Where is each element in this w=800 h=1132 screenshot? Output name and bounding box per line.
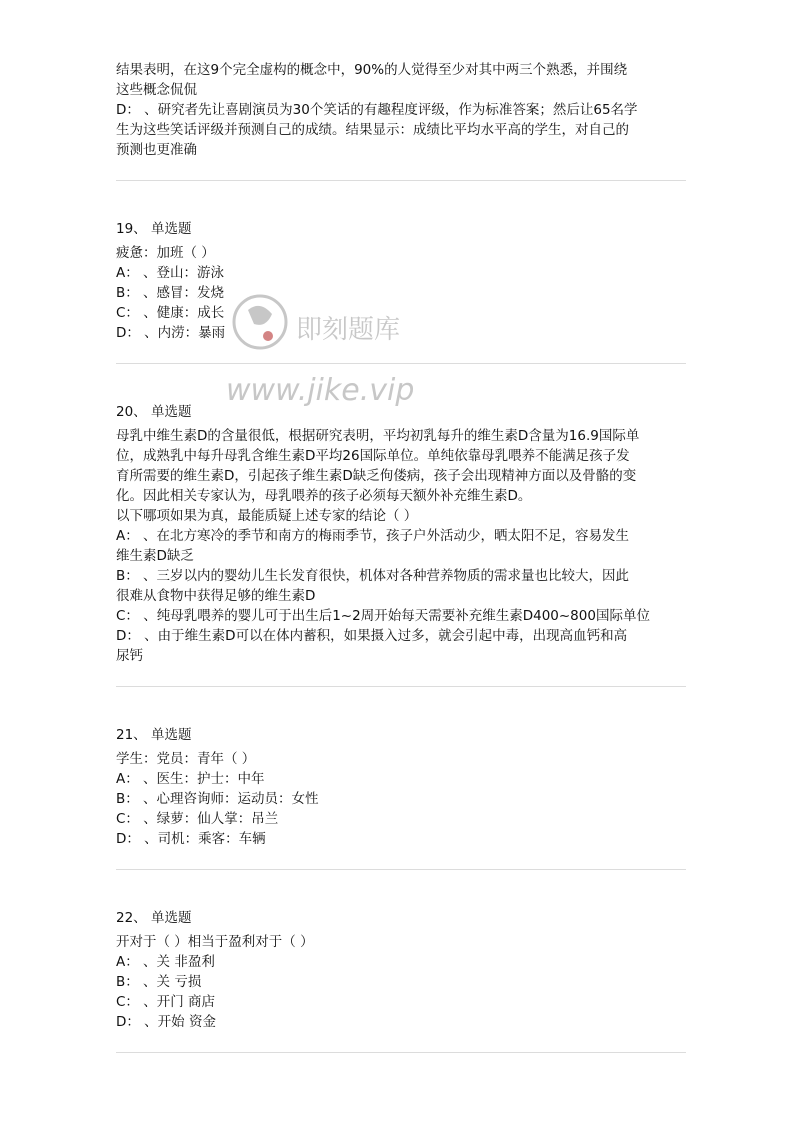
question-stem-line: 位，成熟乳中每升母乳含维生素D平均26国际单位。单纯依靠母乳喂养不能满足孩子发 <box>116 448 630 464</box>
answer-option[interactable] <box>116 626 686 666</box>
question-header: 20、 单选题 <box>116 404 192 420</box>
answer-option-text: B： 、心理咨询师：运动员：女性 <box>116 791 319 807</box>
question-block <box>116 687 686 870</box>
answer-option-text: C： 、绿萝：仙人掌：吊兰 <box>116 811 279 827</box>
question-stem-line: 母乳中维生素D的含量很低，根据研究表明，平均初乳每升的维生素D含量为16.9国际单 <box>116 428 640 444</box>
answer-option[interactable] <box>116 566 686 606</box>
answer-option[interactable] <box>116 972 686 992</box>
intro-text-line: 生为这些笑话评级并预测自己的成绩。结果显示：成绩比平均水平高的学生，对自己的 <box>116 122 629 138</box>
question-header: 21、 单选题 <box>116 727 192 743</box>
answer-option-text: B： 、关 亏损 <box>116 974 202 990</box>
question-stem-line: 疲惫：加班（ ） <box>116 245 215 261</box>
document-page <box>116 60 686 1053</box>
question-stem-line: 以下哪项如果为真，最能质疑上述专家的结论（ ） <box>116 508 418 524</box>
question-stem-line: 化。因此相关专家认为，母乳喂养的孩子必须每天额外补充维生素D。 <box>116 488 532 504</box>
question-header: 19、 单选题 <box>116 221 192 237</box>
intro-block <box>116 60 686 181</box>
answer-option[interactable] <box>116 303 686 323</box>
answer-option[interactable] <box>116 606 686 626</box>
question-stem-line: 学生：党员：青年（ ） <box>116 751 256 767</box>
answer-option-text: D： 、司机：乘客：车辆 <box>116 831 266 847</box>
intro-text-line: 预测也更准确 <box>116 142 197 158</box>
intro-text-line: 这些概念侃侃 <box>116 82 197 98</box>
intro-text-line: D： 、研究者先让喜剧演员为30个笑话的有趣程度评级，作为标准答案；然后让65名学 <box>116 102 638 118</box>
answer-option-text: A： 、关 非盈利 <box>116 954 215 970</box>
question-stem-line: 育所需要的维生素D，引起孩子维生素D缺乏佝偻病，孩子会出现精神方面以及骨骼的变 <box>116 468 637 484</box>
answer-option-text: A： 、在北方寒冷的季节和南方的梅雨季节，孩子户外活动少，晒太阳不足，容易发生 <box>116 528 630 544</box>
answer-option-text: B： 、三岁以内的婴幼儿生长发育很快，机体对各种营养物质的需求量也比较大，因此 <box>116 568 630 584</box>
answer-option[interactable] <box>116 323 686 343</box>
question-block <box>116 181 686 364</box>
answer-option[interactable] <box>116 809 686 829</box>
question-block <box>116 364 686 687</box>
answer-option[interactable] <box>116 526 686 566</box>
answer-option-text: C： 、开门 商店 <box>116 994 216 1010</box>
answer-option-text: A： 、登山：游泳 <box>116 265 225 281</box>
answer-option[interactable] <box>116 769 686 789</box>
answer-option[interactable] <box>116 992 686 1012</box>
answer-option-text: D： 、内涝：暴雨 <box>116 325 226 341</box>
answer-option[interactable] <box>116 283 686 303</box>
answer-option-text: 尿钙 <box>116 648 143 664</box>
question-stem-line: 开对于（ ）相当于盈利对于（ ） <box>116 934 314 950</box>
intro-text-line: 结果表明，在这9个完全虚构的概念中，90%的人觉得至少对其中两三个熟悉，并围绕 <box>116 62 628 78</box>
answer-option-text: B： 、感冒：发烧 <box>116 285 225 301</box>
answer-option-text: C： 、健康：成长 <box>116 305 225 321</box>
watermark-url: www.jike.vip <box>226 373 414 408</box>
answer-option-text: D： 、由于维生素D可以在体内蓄积，如果摄入过多，就会引起中毒，出现高血钙和高 <box>116 628 628 644</box>
answer-option[interactable] <box>116 1012 686 1032</box>
question-header: 22、 单选题 <box>116 910 192 926</box>
answer-option[interactable] <box>116 952 686 972</box>
question-block <box>116 870 686 1053</box>
answer-option-text: C： 、纯母乳喂养的婴儿可于出生后1~2周开始每天需要补充维生素D400~800国际单位 <box>116 608 650 624</box>
answer-option-text: A： 、医生：护士：中年 <box>116 771 265 787</box>
question-list <box>116 181 686 1053</box>
answer-option[interactable] <box>116 789 686 809</box>
answer-option-text: 很难从食物中获得足够的维生素D <box>116 588 316 604</box>
answer-option-text: D： 、开始 资金 <box>116 1014 216 1030</box>
section-divider <box>116 1052 686 1053</box>
answer-option[interactable] <box>116 263 686 283</box>
watermark-brand: 即刻题库 <box>296 315 401 345</box>
answer-option[interactable] <box>116 829 686 849</box>
answer-option-text: 维生素D缺乏 <box>116 548 194 564</box>
